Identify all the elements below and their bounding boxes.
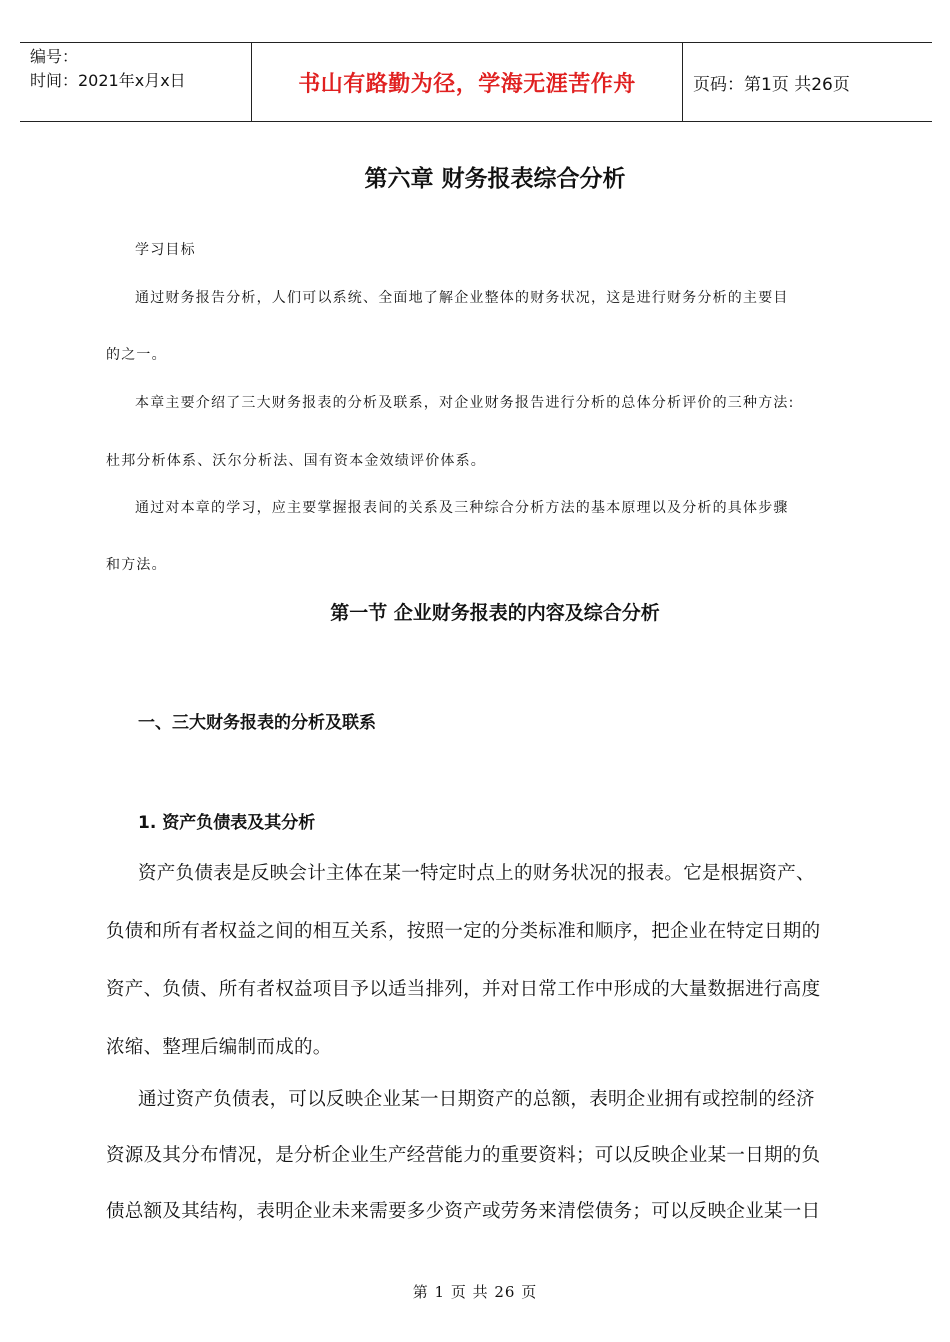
objectives-line: 和方法。 — [106, 557, 167, 573]
section-title: 第一节 企业财务报表的内容及综合分析 — [330, 602, 660, 624]
body-line: 浓缩、整理后编制而成的。 — [106, 1037, 332, 1058]
objectives-line: 杜邦分析体系、沃尔分析法、国有资本金效绩评价体系。 — [106, 453, 486, 469]
chapter-title: 第六章 财务报表综合分析 — [364, 166, 626, 192]
objectives-line: 通过对本章的学习，应主要掌握报表间的关系及三种综合分析方法的基本原理以及分析的具体步骤 — [135, 500, 789, 516]
objectives-line: 本章主要介绍了三大财务报表的分析及联系，对企业财务报告进行分析的总体分析评价的三种方法: — [135, 395, 795, 411]
objectives-line: 通过财务报告分析，人们可以系统、全面地了解企业整体的财务状况，这是进行财务分析的主要目 — [135, 290, 789, 306]
body-line: 债总额及其结构，表明企业未来需要多少资产或劳务来清偿债务；可以反映企业某一日 — [106, 1201, 821, 1222]
item-title: 1. 资产负债表及其分析 — [138, 813, 316, 833]
body-line: 负债和所有者权益之间的相互关系，按照一定的分类标准和顺序，把企业在特定日期的 — [106, 921, 821, 942]
page-footer: 第 1 页 共 26 页 — [412, 1283, 538, 1301]
objectives-heading: 学习目标 — [135, 242, 196, 258]
document-number-label: 编号： — [30, 47, 79, 66]
header-table — [20, 42, 932, 122]
header-meta-cell — [20, 43, 252, 121]
header-motto: 书山有路勤为径，学海无涯苦作舟 — [252, 43, 683, 121]
subsection-title: 一、三大财务报表的分析及联系 — [138, 713, 376, 733]
header-page-info: 页码：第1页 共26页 — [693, 74, 850, 95]
body-line: 通过资产负债表，可以反映企业某一日期资产的总额，表明企业拥有或控制的经济 — [138, 1089, 815, 1110]
body-line: 资产负债表是反映会计主体在某一特定时点上的财务状况的报表。它是根据资产、 — [138, 863, 815, 884]
body-line: 资产、负债、所有者权益项目予以适当排列，并对日常工作中形成的大量数据进行高度 — [106, 979, 821, 1000]
objectives-line: 的之一。 — [106, 347, 167, 363]
document-time-label: 时间：2021年x月x日 — [30, 71, 186, 90]
body-line: 资源及其分布情况，是分析企业生产经营能力的重要资料；可以反映企业某一日期的负 — [106, 1145, 821, 1166]
